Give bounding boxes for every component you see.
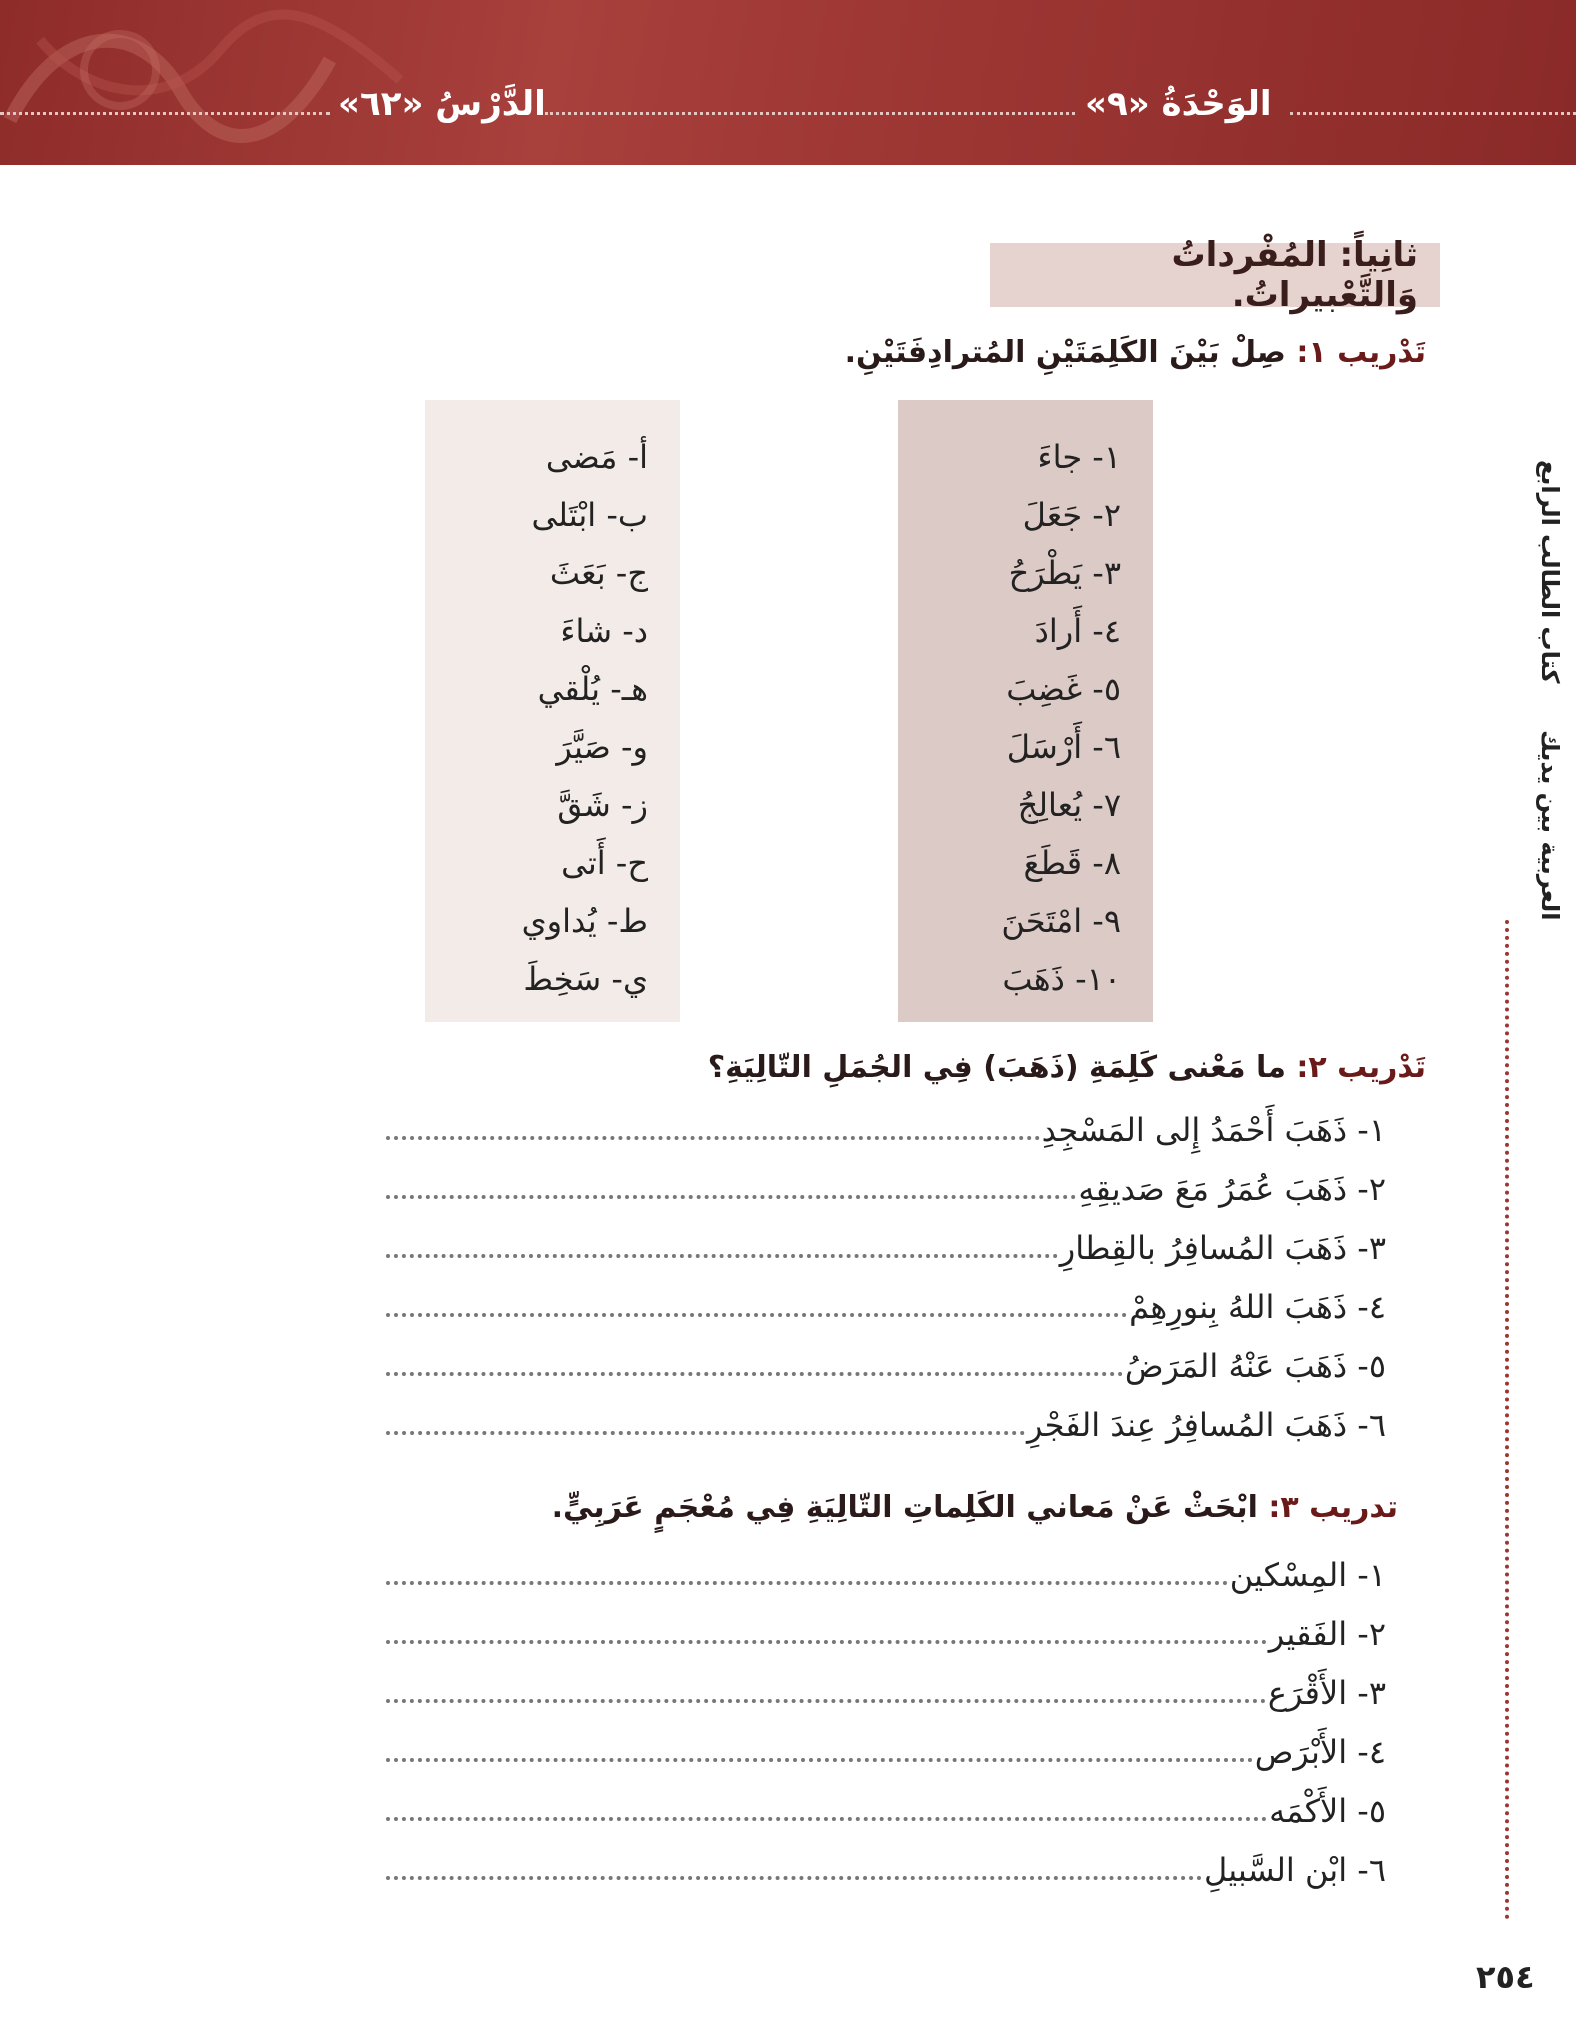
dotted-answer-blank[interactable] [386,1372,1123,1376]
dotted-answer-blank[interactable] [386,1136,1040,1140]
list-item: ط- يُداوي [521,902,648,940]
question-text: ٤- ذَهَبَ اللهُ بِنورِهِمْ [1129,1288,1386,1326]
list-item: ٥- غَضِبَ [1006,670,1121,708]
synonyms-right-column [898,400,1153,1022]
word-text: ٦- ابْن السَّبيلِ [1204,1851,1386,1889]
calligraphy-ornament-icon [0,0,420,165]
word-text: ٥- الأَكْمَه [1269,1792,1386,1830]
exercise-1-instruction: صِلْ بَيْنَ الكَلِمَتَيْنِ المُترادِفَتَيْنِ. [844,335,1286,370]
word-text: ٣- الأَقْرَع [1267,1674,1386,1712]
question-text: ٥- ذَهَبَ عَنْهُ المَرَضُ [1124,1347,1386,1385]
answer-line[interactable] [386,1673,1386,1713]
synonyms-left-column [425,400,680,1022]
list-item: ١- جاءَ [1037,438,1121,476]
answer-line[interactable] [386,1287,1386,1327]
list-item: أ- مَضى [545,438,648,476]
exercise-2-instruction: ما مَعْنى كَلِمَةِ (ذَهَبَ) فِي الجُمَلِ التّالِيَةِ؟ [707,1050,1286,1085]
list-item: ٧- يُعالِجُ [1017,786,1121,824]
lesson-label: الدَّرْسُ «٦٢» [338,84,546,124]
answer-line[interactable] [386,1555,1386,1595]
dotted-answer-blank[interactable] [386,1817,1267,1821]
list-item: ج- بَعَثَ [549,554,648,592]
page-number: ٢٥٤ [1476,1958,1535,1996]
header-dotted-rule-left [0,112,330,115]
question-text: ٣- ذَهَبَ المُسافِرُ بالقِطارِ [1059,1229,1386,1267]
answer-line[interactable] [386,1614,1386,1654]
exercise-2-title [708,1050,1426,1085]
dotted-answer-blank[interactable] [386,1431,1025,1435]
dotted-answer-blank[interactable] [386,1876,1202,1880]
answer-line[interactable] [386,1732,1386,1772]
list-item: د- شاءَ [560,612,648,650]
section-title: ثانِياً: المُفْرداتُ وَالتَّعْبيراتُ. [990,243,1440,307]
dotted-answer-blank[interactable] [386,1640,1267,1644]
answer-line[interactable] [386,1110,1386,1150]
exercise-3-label: تدريب ٣: [1268,1490,1398,1525]
dotted-answer-blank[interactable] [386,1195,1076,1199]
unit-label: الوَحْدَةُ «٩» [1085,84,1272,124]
answer-line[interactable] [386,1791,1386,1831]
question-text: ٢- ذَهَبَ عُمَرُ مَعَ صَديقِهِ [1078,1170,1386,1208]
exercise-1-title [845,335,1426,370]
question-text: ٦- ذَهَبَ المُسافِرُ عِندَ الفَجْرِ [1026,1406,1386,1444]
word-text: ٤- الأَبْرَص [1254,1733,1386,1771]
word-text: ١- المِسْكين [1229,1556,1386,1594]
answer-line[interactable] [386,1169,1386,1209]
dotted-answer-blank[interactable] [386,1581,1228,1585]
dotted-answer-blank[interactable] [386,1254,1058,1258]
list-item: ح- أَتى [561,844,648,882]
exercise-1-label: تَدْريب ١: [1296,335,1426,370]
header-dotted-rule-middle [545,112,1075,115]
side-dotted-rule [1505,920,1509,1920]
question-text: ١- ذَهَبَ أَحْمَدُ إِلى المَسْجِدِ [1041,1111,1386,1149]
answer-line[interactable] [386,1405,1386,1445]
list-item: ي- سَخِطَ [523,960,648,998]
side-margin-labels [1504,460,1564,920]
dotted-answer-blank[interactable] [386,1758,1253,1762]
book-title: كتاب الطالب الرابع [1536,460,1564,684]
series-title: العربية بين يديك [1536,729,1564,920]
list-item: ١٠- ذَهَبَ [1002,960,1121,998]
exercise-3-title [552,1490,1398,1525]
exercise-2-label: تَدْريب ٢: [1296,1050,1426,1085]
list-item: ب- ابْتَلى [531,496,648,534]
list-item: ز- شَقَّ [557,786,648,824]
list-item: ٤- أَرادَ [1034,612,1121,650]
answer-line[interactable] [386,1346,1386,1386]
header-dotted-rule-right [1290,112,1576,115]
list-item: ٣- يَطْرَحُ [1008,554,1121,592]
exercise-3-instruction: ابْحَثْ عَنْ مَعاني الكَلِماتِ التّالِيَةِ فِي مُعْجَمٍ عَرَبِيٍّ. [551,1490,1258,1525]
list-item: ٨- قَطَعَ [1023,844,1121,882]
page-header [0,0,1576,165]
dotted-answer-blank[interactable] [386,1313,1127,1317]
list-item: و- صَيَّرَ [556,728,648,766]
list-item: ٩- امْتَحَنَ [1001,902,1121,940]
dotted-answer-blank[interactable] [386,1699,1266,1703]
list-item: ٢- جَعَلَ [1022,496,1121,534]
word-text: ٢- الفَقير [1268,1615,1386,1653]
list-item: هـ- يُلْقي [537,670,648,708]
list-item: ٦- أَرْسَلَ [1006,728,1121,766]
answer-line[interactable] [386,1850,1386,1890]
answer-line[interactable] [386,1228,1386,1268]
